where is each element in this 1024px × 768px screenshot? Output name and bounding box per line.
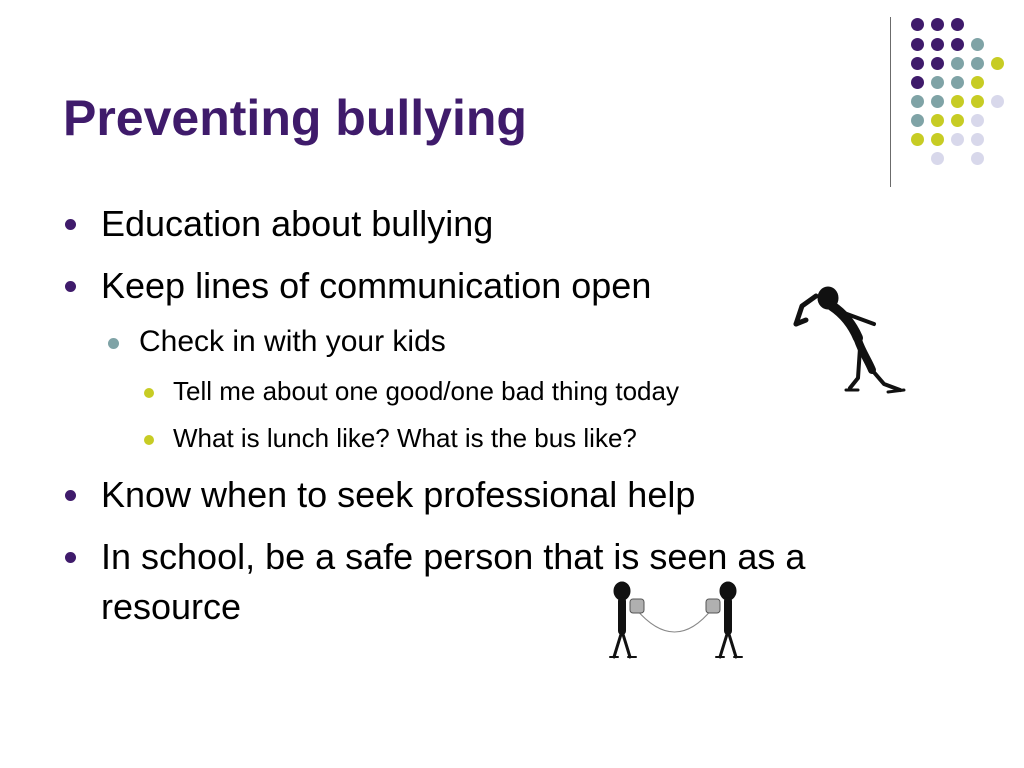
dot [931,114,944,127]
dot [971,152,984,165]
dot [911,18,924,31]
dot [971,95,984,108]
bullet-text: resource [101,586,242,627]
dot [971,133,984,146]
dot [931,152,944,165]
bullet-dot-icon [65,552,76,563]
dot [931,95,944,108]
dot [971,76,984,89]
person-thinking-icon [788,280,908,400]
bullet-dot-icon [65,281,76,292]
dot [931,38,944,51]
dot [951,18,964,31]
dot [971,114,984,127]
dot [971,57,984,70]
bullet-dot-icon [144,435,154,445]
bullet-text: Know when to seek professional help [101,474,696,515]
bullet-dot-icon [65,219,76,230]
dot [911,114,924,127]
dot [951,133,964,146]
two-people-tin-can-phone-icon [600,575,750,665]
dot [911,76,924,89]
dot [911,95,924,108]
sub-sub-bullet-item [173,377,679,407]
bullet-dot-icon [65,490,76,501]
dot [931,18,944,31]
bullet-text: Education about bullying [101,203,494,244]
dot [951,95,964,108]
bullet-item [101,265,651,306]
bullet-text: Keep lines of communication open [101,265,652,306]
sub-sub-bullet-item [173,424,637,454]
bullet-item [101,536,805,577]
dot [911,133,924,146]
bullet-text: Tell me about one good/one bad thing today [173,376,679,406]
dot [951,76,964,89]
bullet-dot-icon [144,388,154,398]
dot [951,114,964,127]
dot [991,57,1004,70]
bullet-item [101,203,493,244]
bullet-item [101,474,695,515]
bullet-text: What is lunch like? What is the bus like? [173,423,637,453]
bullet-text: In school, be a safe person that is seen as a [101,536,806,577]
dot [951,38,964,51]
dot [951,57,964,70]
sub-bullet-item [139,325,446,360]
bullet-text: Check in with your kids [139,325,446,358]
bullet-dot-icon [108,338,119,349]
dot [971,38,984,51]
decorative-dot-grid [905,12,1005,172]
header-divider [890,17,891,187]
dot [931,133,944,146]
slide-title: Preventing bullying [63,90,527,146]
bullet-continuation [101,586,241,627]
dot [911,57,924,70]
dot [991,95,1004,108]
dot [931,57,944,70]
dot [931,76,944,89]
dot [911,38,924,51]
